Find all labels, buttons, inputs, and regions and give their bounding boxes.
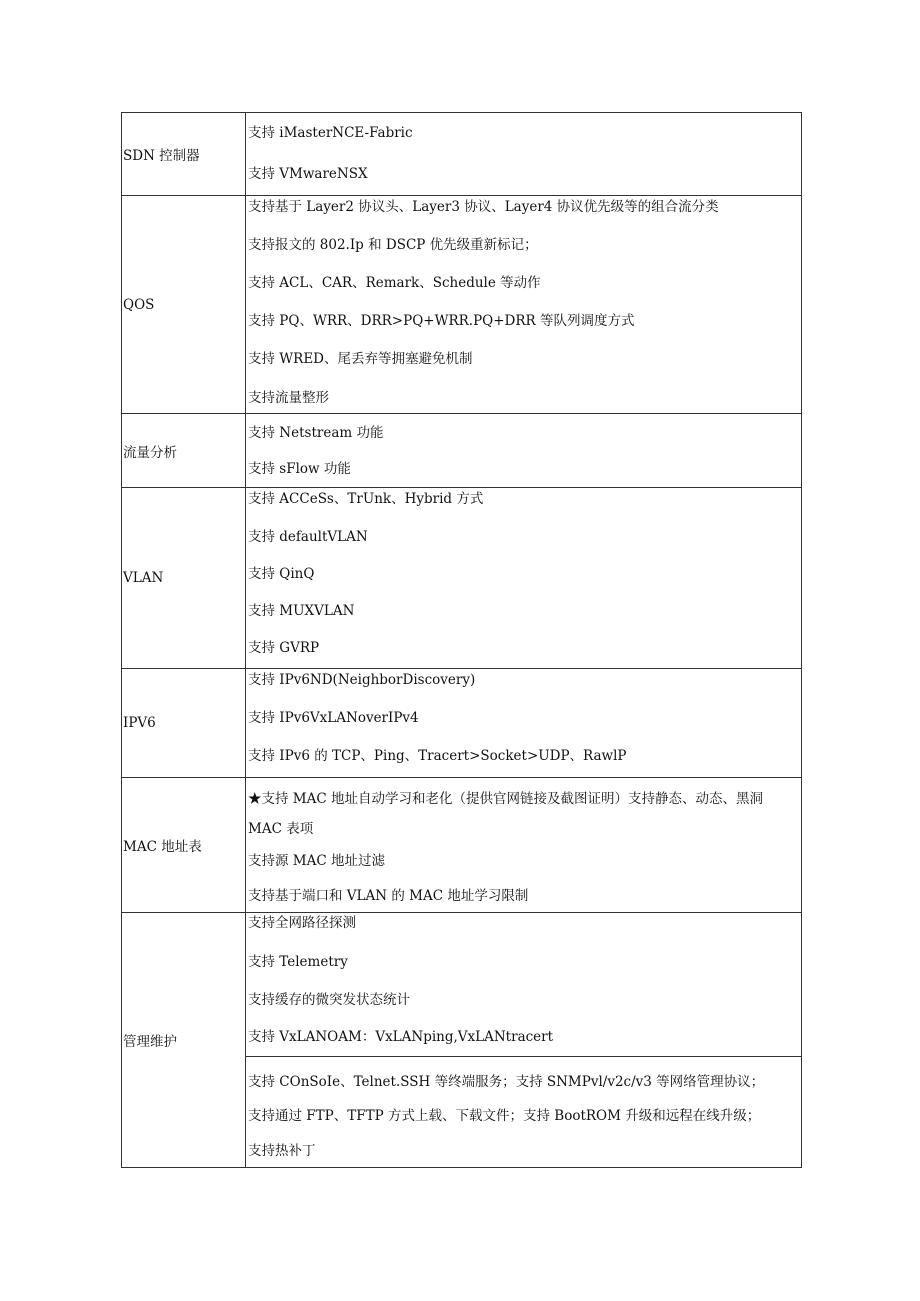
spec-line: 支持 ACCeSs、TrUnk、Hybrid 方式	[248, 491, 484, 507]
spec-line: 支持 WRED、尾丢弃等拥塞避免机制	[248, 351, 473, 367]
table-row	[122, 488, 802, 669]
table-row	[122, 913, 802, 1057]
row-label: IPV6	[122, 669, 246, 778]
spec-line: 支持缓存的微突发状态统计	[248, 992, 410, 1008]
spec-line: 支持 GVRP	[248, 640, 320, 656]
spec-line: 支持 sFlow 功能	[248, 461, 351, 477]
table-row	[122, 669, 802, 778]
table-row	[122, 113, 802, 196]
row-content	[246, 488, 802, 669]
spec-line: 支持基于端口和 VLAN 的 MAC 地址学习限制	[248, 888, 529, 904]
spec-line: 支持 PQ、WRR、DRR>PQ+WRR.PQ+DRR 等队列调度方式	[248, 313, 635, 329]
spec-line: 支持 MUXVLAN	[248, 603, 355, 619]
row-label: VLAN	[122, 488, 246, 669]
row-label: QOS	[122, 196, 246, 414]
row-content	[246, 113, 802, 196]
spec-table	[121, 112, 802, 1168]
spec-line: ★支持 MAC 地址自动学习和老化（提供官网链接及截图证明）支持静态、动态、黑洞 MAC 表项	[248, 791, 763, 837]
row-content	[246, 669, 802, 778]
spec-line: 支持报文的 802.Ip 和 DSCP 优先级重新标记；	[248, 237, 538, 253]
table-row	[122, 196, 802, 414]
spec-line: 支持源 MAC 地址过滤	[248, 853, 385, 869]
spec-line: 支持热补丁	[248, 1143, 316, 1159]
row-content	[246, 196, 802, 414]
spec-line: 支持 ACL、CAR、Remark、Schedule 等动作	[248, 275, 541, 291]
row-label: 管理维护	[122, 913, 246, 1168]
spec-line: 支持 VMwareNSX	[248, 166, 368, 182]
spec-line: 支持流量整形	[248, 390, 329, 406]
spec-line: 支持全网路径探测	[248, 915, 356, 931]
spec-line: 支持 Telemetry	[248, 954, 348, 970]
row-content	[246, 913, 802, 1057]
spec-line: 支持基于 Layer2 协议头、Layer3 协议、Layer4 协议优先级等的组合流分类	[248, 199, 719, 215]
row-content	[246, 414, 802, 488]
row-content	[246, 1057, 802, 1168]
table-row	[122, 414, 802, 488]
spec-line: 支持 IPv6VxLANoverIPv4	[248, 710, 419, 726]
spec-line: 支持 VxLANOAM：VxLANping,VxLANtracert	[248, 1029, 554, 1045]
spec-line: 支持 iMasterNCE-Fabric	[248, 125, 413, 141]
spec-line: 支持通过 FTP、TFTP 方式上载、下载文件；支持 BootROM 升级和远程在线升级；	[248, 1108, 761, 1124]
spec-line: 支持 Netstream 功能	[248, 425, 384, 441]
spec-line: 支持 QinQ	[248, 566, 315, 582]
spec-line: 支持 COnSoIe、Telnet.SSH 等终端服务；支持 SNMPvl/v2c/v3 等网络管理协议；	[248, 1074, 765, 1090]
row-content	[246, 778, 802, 913]
row-label: MAC 地址表	[122, 778, 246, 913]
row-label: 流量分析	[122, 414, 246, 488]
table-row	[122, 778, 802, 913]
spec-line: 支持 defaultVLAN	[248, 529, 368, 545]
spec-table-container	[121, 112, 802, 1168]
row-label: SDN 控制器	[122, 113, 246, 196]
spec-line: 支持 IPv6 的 TCP、Ping、Tracert>Socket>UDP、RawlP	[248, 748, 627, 764]
spec-line: 支持 IPv6ND(NeighborDiscovery)	[248, 672, 476, 688]
